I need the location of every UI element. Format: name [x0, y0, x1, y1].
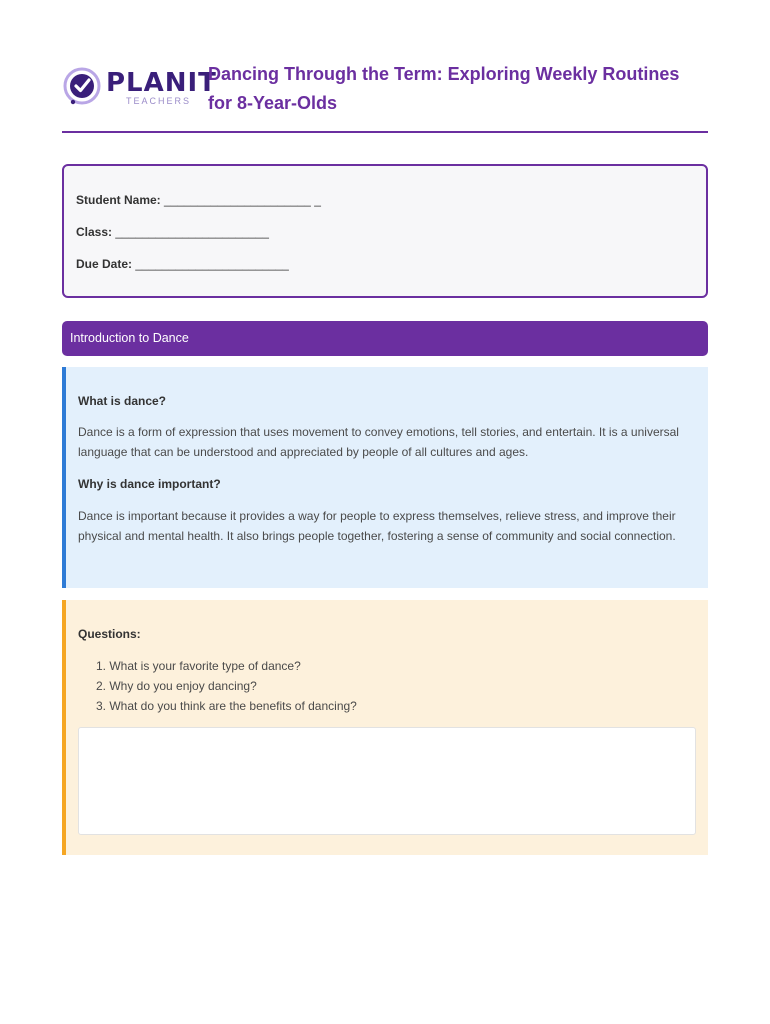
- intro-info-box: [62, 367, 708, 588]
- question-heading: What is dance?: [78, 394, 167, 408]
- student-name-field[interactable]: [76, 193, 321, 207]
- answer-textarea[interactable]: [78, 727, 696, 835]
- student-name-label: Student Name:: [76, 193, 161, 207]
- header-divider: [62, 131, 708, 133]
- list-item: 1. What is your favorite type of dance?: [96, 659, 301, 673]
- answer-paragraph: Dance is important because it provides a way for people to express themselves, relieve stress, and improve their physical and mental health. It also brings people together, fostering a sense of community and social connection.: [78, 509, 676, 543]
- questions-heading: Questions:: [78, 627, 141, 641]
- question-list: [96, 656, 357, 716]
- due-date-field[interactable]: [76, 257, 289, 271]
- list-item: 3. What do you think are the benefits of dancing?: [96, 699, 357, 713]
- class-label: Class:: [76, 225, 113, 239]
- due-date-label: Due Date:: [76, 257, 133, 271]
- logo-subtitle: TEACHERS: [126, 96, 192, 106]
- student-name-line: ______________________ _: [164, 193, 321, 207]
- question-heading: Why is dance important?: [78, 477, 221, 491]
- checkmark-badge-icon: [62, 66, 102, 106]
- class-field[interactable]: [76, 225, 269, 239]
- due-date-line: _______________________: [135, 257, 289, 271]
- questions-box: [62, 600, 708, 855]
- page-title: Dancing Through the Term: Exploring Weekly Routines for 8-Year-Olds: [208, 64, 680, 113]
- answer-paragraph: Dance is a form of expression that uses movement to convey emotions, tell stories, and entertain. It is a universal language that can be understood and appreciated by people of all cultures and ages.: [78, 425, 679, 459]
- student-info-box: [62, 164, 708, 298]
- class-line: _______________________: [115, 225, 269, 239]
- planit-logo: [62, 66, 217, 110]
- list-item: 2. Why do you enjoy dancing?: [96, 679, 257, 693]
- logo-wordmark: PLANIT: [106, 68, 217, 98]
- section-header: [62, 321, 708, 356]
- page-header: [62, 58, 708, 132]
- section-title: Introduction to Dance: [70, 331, 189, 345]
